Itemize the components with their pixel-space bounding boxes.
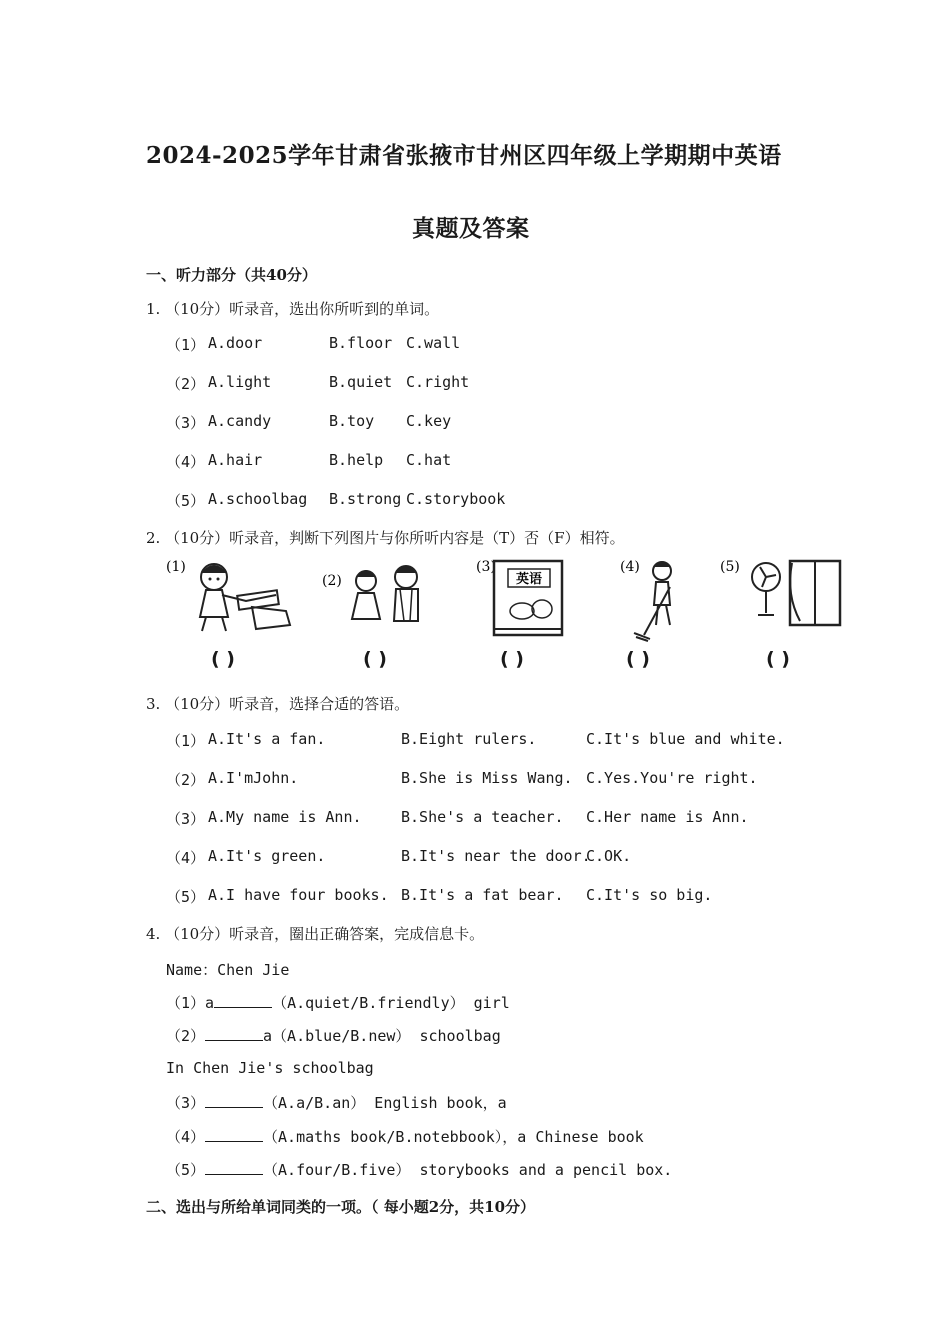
q4-stem: 4. （10分）听录音，圈出正确答案，完成信息卡。: [146, 925, 485, 943]
q3-item-num: （4）: [166, 849, 206, 867]
q4-blank-5[interactable]: [205, 1160, 263, 1175]
q4-line-pre: a: [205, 994, 215, 1012]
q1-option-b: B.quiet: [329, 373, 393, 391]
q3-option-c: C.Yes.You're right.: [586, 769, 758, 787]
q4-line-2: [166, 1025, 501, 1046]
q2-picture-4: [620, 555, 700, 649]
q2-picture-2: [322, 555, 442, 639]
q2-answer-paren-2[interactable]: ( ): [363, 648, 387, 670]
q4-blank-1[interactable]: [214, 993, 272, 1008]
q1-option-a: A.door: [208, 334, 263, 352]
q4-line-num: （1）: [166, 994, 206, 1012]
q1-option-c: C.key: [406, 412, 452, 430]
q2-picture-num: (5): [720, 559, 740, 575]
q4-line-1: [166, 992, 510, 1013]
q1-stem: 1. （10分）听录音，选出你所听到的单词。: [146, 300, 440, 318]
q2-picture-num: (1): [166, 559, 186, 575]
q1-option-b: B.toy: [329, 412, 375, 430]
q3-stem: 3. （10分）听录音，选择合适的答语。: [146, 695, 410, 713]
q3-option-b: B.Eight rulers.: [401, 730, 537, 748]
q2-answer-paren-3[interactable]: ( ): [500, 648, 524, 670]
q2-answer-paren-4[interactable]: ( ): [626, 648, 650, 670]
q4-line-3: [166, 1092, 507, 1113]
q2-picture-1: [166, 555, 296, 639]
q4-line-num: （3）: [166, 1094, 206, 1112]
q3-option-c: C.It's blue and white.: [586, 730, 785, 748]
q1-option-b: B.strong: [329, 490, 402, 508]
q1-option-c: C.wall: [406, 334, 461, 352]
fan-window-icon: [720, 555, 844, 635]
q1-item-num: （2）: [166, 375, 206, 393]
q4-line-num: （5）: [166, 1161, 206, 1179]
q4-line-text: （A.a/B.an） English book，a: [263, 1094, 507, 1112]
q4-line-text: （A.maths book/B.notebbook），a Chinese book: [263, 1128, 644, 1146]
q3-option-b: B.She is Miss Wang.: [401, 769, 573, 787]
q2-picture-num: (3): [476, 559, 496, 575]
q3-item-num: （1）: [166, 732, 206, 750]
q2-stem: 2. （10分）听录音，判断下列图片与你所听内容是（T）否（F）相符。: [146, 529, 625, 547]
q2-answer-paren-1[interactable]: ( ): [211, 648, 235, 670]
q3-option-a: A.It's a fan.: [208, 730, 326, 748]
q1-item-num: （3）: [166, 414, 206, 432]
section2-heading: 二、选出与所给单词同类的一项。（ 每小题2分，共10分）: [146, 1198, 536, 1216]
q3-item-num: （3）: [166, 810, 206, 828]
q3-option-b: B.It's near the door.: [401, 847, 591, 865]
boy-sweeping-icon: [620, 555, 700, 645]
q2-picture-num: (4): [620, 559, 640, 575]
english-book-icon: [476, 555, 576, 640]
q2-picture-3: [476, 555, 576, 644]
q3-option-a: A.My name is Ann.: [208, 808, 362, 826]
q1-option-b: B.help: [329, 451, 384, 469]
q4-line-text: （A.four/B.five） storybooks and a pencil box.: [263, 1161, 673, 1179]
q1-option-c: C.hat: [406, 451, 452, 469]
q1-item-num: （4）: [166, 453, 206, 471]
section1-heading: 一、听力部分（共40分）: [146, 266, 317, 284]
q3-option-c: C.Her name is Ann.: [586, 808, 749, 826]
q4-blank-3[interactable]: [205, 1093, 263, 1108]
q4-line-5: [166, 1159, 672, 1180]
q4-name-line: Name：Chen Jie: [166, 961, 290, 979]
q3-option-b: B.She's a teacher.: [401, 808, 564, 826]
q4-bag-line: In Chen Jie's schoolbag: [166, 1059, 374, 1077]
q4-line-num: （4）: [166, 1128, 206, 1146]
q3-option-a: A.It's green.: [208, 847, 326, 865]
q2-picture-num: (2): [322, 573, 342, 589]
q4-line-4: [166, 1126, 644, 1147]
q1-option-c: C.storybook: [406, 490, 506, 508]
q3-option-c: C.OK.: [586, 847, 632, 865]
girl-drawing-icon: [166, 555, 296, 635]
q1-option-a: A.schoolbag: [208, 490, 308, 508]
q3-item-num: （2）: [166, 771, 206, 789]
q1-option-c: C.right: [406, 373, 470, 391]
children-drawing-icon: [322, 555, 442, 635]
q1-item-num: （1）: [166, 336, 206, 354]
q4-line-text: a（A.blue/B.new） schoolbag: [263, 1027, 501, 1045]
page-title-line2: 真题及答案: [412, 215, 530, 242]
q3-item-num: （5）: [166, 888, 206, 906]
q3-option-b: B.It's a fat bear.: [401, 886, 564, 904]
q3-option-a: A.I'mJohn.: [208, 769, 299, 787]
q4-blank-2[interactable]: [205, 1026, 263, 1041]
q1-option-a: A.hair: [208, 451, 263, 469]
q4-line-num: （2）: [166, 1027, 206, 1045]
q2-picture-5: [720, 555, 844, 639]
q4-line-text: （A.quiet/B.friendly） girl: [272, 994, 510, 1012]
q1-option-b: B.floor: [329, 334, 393, 352]
q2-answer-paren-5[interactable]: ( ): [766, 648, 790, 670]
book-cover-label: 英语: [515, 572, 543, 587]
q1-item-num: （5）: [166, 492, 206, 510]
q1-option-a: A.candy: [208, 412, 272, 430]
page-title-line1: 2024-2025学年甘肃省张掖市甘州区四年级上学期期中英语: [146, 142, 782, 169]
q3-option-a: A.I have four books.: [208, 886, 389, 904]
q3-option-c: C.It's so big.: [586, 886, 713, 904]
q4-blank-4[interactable]: [205, 1127, 263, 1142]
q1-option-a: A.light: [208, 373, 272, 391]
